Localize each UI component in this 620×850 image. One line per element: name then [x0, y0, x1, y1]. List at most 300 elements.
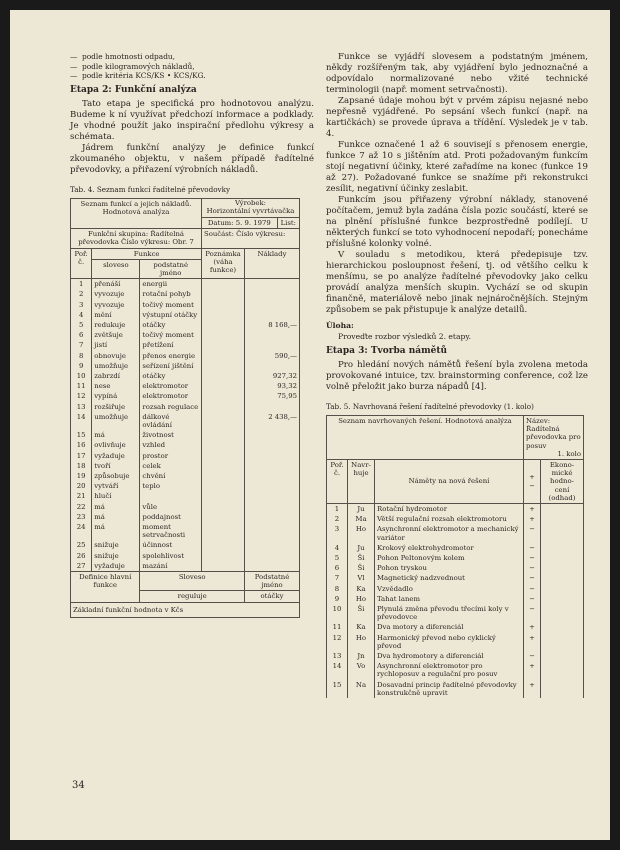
cell-k — [245, 502, 300, 512]
cell-s: − — [524, 553, 541, 563]
cell-s: tvoří — [92, 461, 140, 471]
cell-n: 14 — [327, 661, 348, 679]
cell-n: 26 — [71, 551, 92, 561]
cell-note — [202, 289, 245, 299]
cell-n: 1 — [71, 279, 92, 290]
col-header-poz: Poř. č. — [71, 248, 92, 279]
table-row — [71, 310, 300, 320]
cell-n: 3 — [71, 300, 92, 310]
cell-note — [202, 451, 245, 461]
task-label: Úloha: — [326, 321, 354, 330]
cell-a: Ka — [348, 622, 375, 632]
cell-j: dálkové ovládání — [140, 412, 202, 430]
cell-s: snižuje — [92, 540, 140, 550]
cell-k: 590,— — [245, 351, 300, 361]
cell-k — [245, 289, 300, 299]
cell-s: + — [524, 680, 541, 698]
cell-econ — [541, 622, 584, 632]
cell-n: 16 — [71, 440, 92, 450]
cell-a: Ho — [348, 633, 375, 651]
paragraph: V souladu s metodikou, která předepisuje tzv. hierarchickou posloupnost řešení, tj. od většího celku k menšímu, se po analýze řadítelné převodovky jako celku provádí analýza menších skupin. Vychází se od skupin finančně, materiálově nebo jinak nejnáročnějších. Stejným způsobem se pak přistupuje k analýze detailů. — [326, 250, 588, 315]
table-row — [71, 320, 300, 330]
cell-s: − — [524, 651, 541, 661]
main-function-label: Definice hlavní funkce — [71, 572, 140, 603]
cell-k: 8 168,— — [245, 320, 300, 330]
cell-econ — [541, 584, 584, 594]
cell-k — [245, 551, 300, 561]
cell-k — [245, 361, 300, 371]
cell-n: 20 — [71, 481, 92, 491]
cell-s: redukuje — [92, 320, 140, 330]
cell-t: Dva motory a diferenciál — [375, 622, 524, 632]
cell-note — [202, 471, 245, 481]
cell-n: 2 — [71, 289, 92, 299]
cell-t: Harmonický převod nebo cyklický převod — [375, 633, 524, 651]
cell-j: energii — [140, 279, 202, 290]
table-row — [327, 504, 584, 515]
cell-j: rotační pohyb — [140, 289, 202, 299]
cell-s: umožňuje — [92, 412, 140, 430]
cell-note — [202, 351, 245, 361]
table4-head-left: Seznam funkcí a jejich nákladů. Hodnotová analýza — [71, 198, 202, 229]
cell-j: seřízení jištění — [140, 361, 202, 371]
cell-s: + — [524, 661, 541, 679]
cell-j: točivý moment — [140, 330, 202, 340]
cell-econ — [541, 633, 584, 651]
table-row — [71, 451, 300, 461]
sheet-label: List: — [280, 218, 296, 227]
cell-j: životnost — [140, 430, 202, 440]
cell-a: Ši — [348, 553, 375, 563]
cell-j: poddajnost — [140, 512, 202, 522]
cell-s: + — [524, 514, 541, 524]
cell-note — [202, 320, 245, 330]
part-info: Součást: Číslo výkresu: — [202, 229, 300, 248]
cell-econ — [541, 680, 584, 698]
col-header-namety: Náměty na nová řešení — [375, 460, 524, 504]
document-page — [10, 10, 610, 840]
table4-footer: Základní funkční hodnota v Kčs — [71, 602, 300, 617]
paragraph: Pro hledání nových námětů řešení byla zvolena metoda provokované intuice, tzv. brainstorming conference, což lze volně přeložit jako burza nápadů [4]. — [326, 360, 588, 392]
etapa3-heading: Etapa 3: Tvorba námětů — [326, 346, 448, 356]
table-row — [71, 300, 300, 310]
cell-s: má — [92, 430, 140, 440]
table-row — [327, 594, 584, 604]
cell-econ — [541, 563, 584, 573]
cell-s: − — [524, 594, 541, 604]
cell-t: Krokový elektrohydromotor — [375, 543, 524, 553]
cell-a: Ju — [348, 504, 375, 515]
cell-j: chvění — [140, 471, 202, 481]
cell-j: celek — [140, 461, 202, 471]
col-header-sloveso: sloveso — [92, 259, 140, 278]
cell-a: Na — [348, 680, 375, 698]
table-row — [327, 543, 584, 553]
list-item: — podle kritéria KCS/KS • KCS/KG. — [70, 71, 314, 81]
cell-k: 2 438,— — [245, 412, 300, 430]
cell-econ — [541, 524, 584, 542]
cell-k: 927,32 — [245, 371, 300, 381]
cell-t: Magnetický nadzvednout — [375, 573, 524, 583]
cell-n: 27 — [71, 561, 92, 572]
cell-n: 11 — [71, 381, 92, 391]
cell-a: Ho — [348, 524, 375, 542]
cell-n: 11 — [327, 622, 348, 632]
col-header-poz: Poř. č. — [327, 460, 348, 504]
cell-econ — [541, 651, 584, 661]
table-row — [71, 340, 300, 350]
cell-econ — [541, 553, 584, 563]
table5-caption: Tab. 5. Navrhovaná řešení řadítelné převodovky (1. kolo) — [326, 402, 534, 411]
cell-note — [202, 402, 245, 412]
cell-n: 5 — [71, 320, 92, 330]
cell-econ — [541, 604, 584, 622]
table-row — [71, 381, 300, 391]
cell-a: Jn — [348, 651, 375, 661]
table-row — [327, 524, 584, 542]
cell-t: Plynulá změna převodu třecími koly v převodovce — [375, 604, 524, 622]
cell-t: Vzvědadlo — [375, 584, 524, 594]
cell-s: − — [524, 584, 541, 594]
cell-k — [245, 330, 300, 340]
cell-n: 5 — [327, 553, 348, 563]
cell-n: 15 — [327, 680, 348, 698]
cell-econ — [541, 543, 584, 553]
cell-n: 13 — [327, 651, 348, 661]
cell-note — [202, 310, 245, 320]
cell-s: má — [92, 522, 140, 540]
cell-note — [202, 279, 245, 290]
cell-k — [245, 522, 300, 540]
cell-t: Pohon Peltonovým kolem — [375, 553, 524, 563]
cell-n: 2 — [327, 514, 348, 524]
cell-k: 93,32 — [245, 381, 300, 391]
cell-n: 6 — [71, 330, 92, 340]
cell-n: 22 — [71, 502, 92, 512]
cell-n: 17 — [71, 451, 92, 461]
cell-s: obnovuje — [92, 351, 140, 361]
cell-s: jistí — [92, 340, 140, 350]
cell-a: Ma — [348, 514, 375, 524]
table-row — [327, 661, 584, 679]
cell-k: 75,95 — [245, 391, 300, 401]
cell-econ — [541, 514, 584, 524]
paragraph: Zapsané údaje mohou být v prvém zápisu nejasné nebo nepřesně vyjádřené. Po sepsání všech funkcí (např. na kartičkách) se provede úprava a třídění. Výsledek je v tab. 4. — [326, 96, 588, 139]
paragraph: Tato etapa je specifická pro hodnotovou analýzu. Budeme k ní využívat předchozí informace a podklady. Je vhodné použít jako inspirační předlohu výkresy a schémata. — [70, 98, 314, 142]
cell-n: 7 — [327, 573, 348, 583]
table-row — [71, 522, 300, 540]
cell-j: spolehlivost — [140, 551, 202, 561]
cell-t: Asynchronní elektromotor pro rychloposuv a regulační pro posuv — [375, 661, 524, 679]
cell-s: vyžaduje — [92, 561, 140, 572]
cell-note — [202, 461, 245, 471]
cell-s: vyvozuje — [92, 289, 140, 299]
table-row — [71, 551, 300, 561]
cell-j: prostor — [140, 451, 202, 461]
paragraph: Funkcím jsou přiřazeny výrobní náklady, stanovené počítačem, jemuž byla zadána čísla pozic součástí, které se na plnění příslušné funkce bezprostředně podílejí. U některých funkcí se toto vyhodnocení nepodaří; ponecháme příslušné kolonky volné. — [326, 195, 588, 249]
cell-j: elektromotor — [140, 391, 202, 401]
cell-s: + — [524, 504, 541, 515]
table4-caption: Tab. 4. Seznam funkcí řadítelné převodovky — [70, 184, 231, 194]
table-row — [71, 412, 300, 430]
cell-n: 15 — [71, 430, 92, 440]
product-name: Horizontální vyvrtávačka — [206, 206, 295, 215]
table-row — [71, 430, 300, 440]
table-row — [71, 361, 300, 371]
cell-note — [202, 412, 245, 430]
cell-note — [202, 512, 245, 522]
cell-s: umožňuje — [92, 361, 140, 371]
cell-note — [202, 330, 245, 340]
col-header-jmeno: podstatné jméno — [140, 259, 202, 278]
page-number: 34 — [72, 780, 85, 791]
main-function-verb-header: Sloveso — [140, 572, 245, 591]
cell-n: 4 — [71, 310, 92, 320]
cell-n: 14 — [71, 412, 92, 430]
table-row — [71, 440, 300, 450]
product-label: Výrobek: — [234, 198, 267, 207]
table-row — [327, 573, 584, 583]
cell-s: nese — [92, 381, 140, 391]
task-text: Proveďte rozbor výsledků 2. etapy. — [338, 332, 472, 341]
cell-note — [202, 391, 245, 401]
table-row — [71, 351, 300, 361]
cell-n: 1 — [327, 504, 348, 515]
table-row — [327, 514, 584, 524]
table-row — [71, 330, 300, 340]
paragraph: Jádrem funkční analýzy je definice funkcí zkoumaného objektu, v našem případě řadítelné převodovky, a přiřazení výrobních nákladů. — [70, 142, 314, 175]
table-row — [71, 561, 300, 572]
cell-j: výstupní otáčky — [140, 310, 202, 320]
cell-econ — [541, 661, 584, 679]
cell-s: vyvozuje — [92, 300, 140, 310]
cell-k — [245, 481, 300, 491]
cell-n: 9 — [327, 594, 348, 604]
cell-a: Ši — [348, 604, 375, 622]
main-function-verb: reguluje — [140, 591, 245, 602]
cell-note — [202, 361, 245, 371]
cell-j: mazání — [140, 561, 202, 572]
cell-note — [202, 481, 245, 491]
table-row — [327, 680, 584, 698]
col-header-ekon: Ekono-mické hodno-cení (odhad) — [541, 460, 584, 504]
table-row — [71, 512, 300, 522]
cell-econ — [541, 594, 584, 604]
table-row — [71, 289, 300, 299]
cell-n: 6 — [327, 563, 348, 573]
cell-j — [140, 491, 202, 501]
cell-j: účinnost — [140, 540, 202, 550]
cell-s: ovlivňuje — [92, 440, 140, 450]
cell-s: + — [524, 633, 541, 651]
cell-s: + — [524, 622, 541, 632]
cell-note — [202, 522, 245, 540]
cell-k — [245, 471, 300, 481]
cell-s: snižuje — [92, 551, 140, 561]
main-function-noun: otáčky — [245, 591, 300, 602]
cell-a: Ju — [348, 543, 375, 553]
col-header-plus-minus: + − — [524, 460, 541, 504]
cell-s: vyžaduje — [92, 451, 140, 461]
cell-a: Ka — [348, 584, 375, 594]
table-row — [327, 633, 584, 651]
cell-n: 21 — [71, 491, 92, 501]
main-function-noun-header: Podstatné jméno — [245, 572, 300, 591]
cell-n: 23 — [71, 512, 92, 522]
table-row — [71, 391, 300, 401]
cell-s: způsobuje — [92, 471, 140, 481]
cell-n: 4 — [327, 543, 348, 553]
name-value: Řadítelná převodovka pro posuv — [526, 425, 581, 450]
cell-note — [202, 340, 245, 350]
cell-j: točivý moment — [140, 300, 202, 310]
cell-k — [245, 461, 300, 471]
cell-s: − — [524, 573, 541, 583]
cell-note — [202, 381, 245, 391]
cell-t: Větší regulační rozsah elektromotoru — [375, 514, 524, 524]
cell-note — [202, 491, 245, 501]
cell-n: 19 — [71, 471, 92, 481]
cell-s: vytváří — [92, 481, 140, 491]
table-row — [71, 461, 300, 471]
cell-s: rozšiřuje — [92, 402, 140, 412]
cell-j: rozsah regulace — [140, 402, 202, 412]
table-row — [327, 563, 584, 573]
table5-head-left: Seznam navrhovaných řešení. Hodnotová analýza — [327, 416, 524, 460]
cell-a: Vo — [348, 661, 375, 679]
cell-k — [245, 310, 300, 320]
list-item: — podle kilogramových nákladů, — [70, 62, 314, 72]
table-row — [71, 402, 300, 412]
cell-note — [202, 371, 245, 381]
paragraph: Funkce označené 1 až 6 souvisejí s přenosem energie, funkce 7 až 10 s jištěním atd. Proti požadovaným funkcím stojí negativní účinky, které zařadíme na konec (funkce 19 až 27). Požadované funkce se snažíme při rekonstrukci zesílit, negativní účinky zeslabit. — [326, 140, 588, 194]
cell-k — [245, 340, 300, 350]
cell-n: 12 — [71, 391, 92, 401]
cell-s: přenáší — [92, 279, 140, 290]
cell-k — [245, 300, 300, 310]
cell-note — [202, 561, 245, 572]
table-row — [71, 491, 300, 501]
cell-k — [245, 561, 300, 572]
cell-n: 8 — [71, 351, 92, 361]
cell-note — [202, 300, 245, 310]
table-row — [71, 481, 300, 491]
cell-n: 25 — [71, 540, 92, 550]
cell-j: přenos energie — [140, 351, 202, 361]
cell-j: vůle — [140, 502, 202, 512]
cell-s: mění — [92, 310, 140, 320]
cell-n: 13 — [71, 402, 92, 412]
right-column — [326, 52, 588, 698]
cell-n: 3 — [327, 524, 348, 542]
date: Datum: 5. 9. 1979 — [202, 218, 278, 228]
cell-k — [245, 440, 300, 450]
col-header-funkce: Funkce — [92, 248, 202, 259]
cell-n: 18 — [71, 461, 92, 471]
cell-k — [245, 512, 300, 522]
cell-j: teplo — [140, 481, 202, 491]
cell-k — [245, 540, 300, 550]
round-label: 1. kolo — [557, 449, 581, 458]
col-header-poznamka: Poznámka (váha funkce) — [202, 248, 245, 279]
table-row — [327, 584, 584, 594]
cell-t: Asynchronní elektromotor a mechanický variátor — [375, 524, 524, 542]
table-row — [71, 471, 300, 481]
cell-s: − — [524, 543, 541, 553]
cell-a: Ši — [348, 563, 375, 573]
paragraph: Funkce se vyjádří slovesem a podstatným jménem, někdy rozšířeným tak, aby vyjádření bylo jednoznačné a odpovídalo normalizované nebo vžité technické terminologii (např. moment setrvačnosti). — [326, 52, 588, 95]
table5-body — [327, 504, 584, 699]
cell-k — [245, 279, 300, 290]
cell-t: Dosavadní princip řadítelné převodovky konstrukčně upravit — [375, 680, 524, 698]
cell-t: Dva hydromotory a diferenciál — [375, 651, 524, 661]
cell-k — [245, 402, 300, 412]
cell-k — [245, 451, 300, 461]
cell-n: 7 — [71, 340, 92, 350]
cell-j: moment setrvačnosti — [140, 522, 202, 540]
name-label: Název: — [526, 417, 551, 425]
criteria-list — [70, 52, 314, 81]
table-row — [71, 502, 300, 512]
table4 — [70, 198, 300, 618]
table4-body — [71, 279, 300, 572]
cell-note — [202, 502, 245, 512]
cell-j: otáčky — [140, 320, 202, 330]
cell-s: hlučí — [92, 491, 140, 501]
cell-j: otáčky — [140, 371, 202, 381]
cell-s: zvětšuje — [92, 330, 140, 340]
cell-t: Rotační hydromotor — [375, 504, 524, 515]
cell-note — [202, 440, 245, 450]
left-column — [70, 52, 314, 618]
cell-note — [202, 551, 245, 561]
table-row — [71, 279, 300, 290]
cell-s: − — [524, 524, 541, 542]
cell-note — [202, 540, 245, 550]
table-row — [71, 540, 300, 550]
cell-s: zabrzdí — [92, 371, 140, 381]
cell-k — [245, 430, 300, 440]
cell-k — [245, 491, 300, 501]
cell-n: 10 — [327, 604, 348, 622]
cell-note — [202, 430, 245, 440]
cell-econ — [541, 504, 584, 515]
table5 — [326, 415, 584, 698]
functional-group: Funkční skupina: Řadítelná převodovka Číslo výkresu: Obr. 7 — [71, 229, 202, 248]
table-row — [327, 553, 584, 563]
table-row — [327, 604, 584, 622]
cell-j: přetížení — [140, 340, 202, 350]
cell-n: 24 — [71, 522, 92, 540]
cell-t: Pohon tryskou — [375, 563, 524, 573]
cell-s: má — [92, 502, 140, 512]
cell-j: elektromotor — [140, 381, 202, 391]
cell-a: Ho — [348, 594, 375, 604]
table-row — [71, 371, 300, 381]
cell-econ — [541, 573, 584, 583]
cell-a: Vl — [348, 573, 375, 583]
col-header-navrh: Navr-huje — [348, 460, 375, 504]
cell-s: vypíná — [92, 391, 140, 401]
cell-s: − — [524, 604, 541, 622]
cell-j: vzhled — [140, 440, 202, 450]
col-header-naklady: Náklady — [245, 248, 300, 279]
cell-n: 10 — [71, 371, 92, 381]
cell-t: Tahat lanem — [375, 594, 524, 604]
list-item: — podle hmotnosti odpadu, — [70, 52, 314, 62]
cell-n: 12 — [327, 633, 348, 651]
table-row — [327, 651, 584, 661]
